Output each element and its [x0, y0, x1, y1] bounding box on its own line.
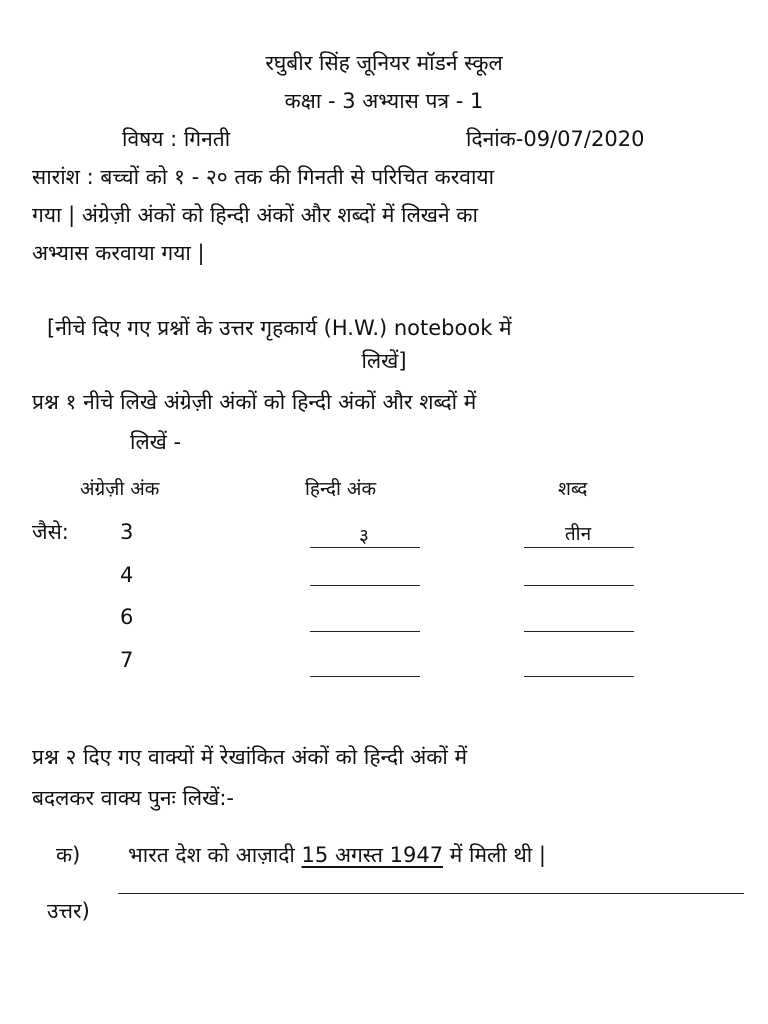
- column-header-hindi: हिन्दी अंक: [305, 478, 377, 500]
- answer-blank[interactable]: [310, 631, 420, 632]
- question1-text: प्रश्न १ नीचे लिखे अंग्रेज़ी अंकों को हिन्दी अंकों और शब्दों में: [32, 390, 477, 414]
- hindi-numeral: ३: [359, 525, 369, 547]
- summary-line: गया | अंग्रेज़ी अंकों को हिन्दी अंकों और शब्दों में लिखने का: [32, 203, 478, 227]
- instruction-line: लिखें]: [361, 349, 407, 373]
- summary-line: अभ्यास करवाया गया |: [32, 241, 205, 265]
- question2-text: बदलकर वाक्य पुनः लिखें:-: [32, 786, 234, 810]
- underlined-number: 15 अगस्त 1947: [301, 843, 444, 867]
- answer-label: उत्तर): [47, 899, 90, 923]
- instruction-line: [नीचे दिए गए प्रश्नों के उत्तर गृहकार्य (H.W.) notebook में: [47, 316, 512, 340]
- column-header-english: अंग्रेज़ी अंक: [80, 478, 160, 500]
- answer-blank[interactable]: [524, 631, 634, 632]
- class-line: कक्षा - 3 अभ्यास पत्र - 1: [284, 89, 484, 113]
- school-name: रघुबीर सिंह जूनियर मॉडर्न स्कूल: [265, 51, 503, 75]
- sentence: [128, 843, 546, 868]
- sentence-text: भारत देश को आज़ादी: [128, 843, 295, 867]
- answer-blank[interactable]: [310, 547, 420, 548]
- answer-blank[interactable]: [310, 585, 420, 586]
- summary-line: सारांश : बच्चों को १ - २० तक की गिनती से परिचित करवाया: [32, 165, 495, 189]
- date: दिनांक-09/07/2020: [466, 127, 645, 151]
- answer-blank[interactable]: [524, 547, 634, 548]
- answer-blank[interactable]: [524, 676, 634, 677]
- sentence-text: में मिली थी |: [449, 843, 546, 867]
- answer-line[interactable]: [118, 893, 744, 894]
- column-header-word: शब्द: [558, 478, 588, 500]
- english-number: 6: [120, 605, 134, 629]
- english-number: 7: [120, 648, 134, 672]
- english-number: 4: [120, 563, 134, 587]
- english-number: 3: [120, 520, 134, 544]
- example-label: जैसे:: [32, 520, 69, 544]
- answer-blank[interactable]: [310, 676, 420, 677]
- question2-text: प्रश्न २ दिए गए वाक्यों में रेखांकित अंकों को हिन्दी अंकों में: [32, 745, 468, 769]
- subject: विषय : गिनती: [122, 127, 231, 151]
- answer-blank[interactable]: [524, 585, 634, 586]
- number-word: तीन: [564, 523, 592, 545]
- question1-text: लिखें -: [130, 430, 182, 454]
- item-label: क): [56, 843, 81, 867]
